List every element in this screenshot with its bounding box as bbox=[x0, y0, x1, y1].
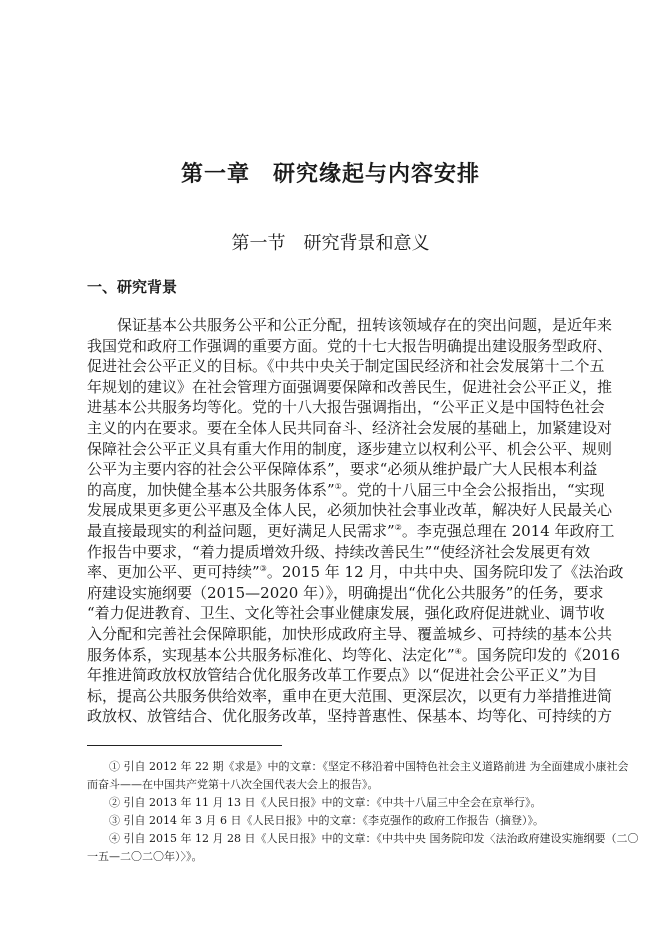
line-text: 主义的内在要求。要在全体人民共同奋斗、经济社会发展的基础上，加紧建设对 bbox=[87, 418, 613, 437]
line-text: 服务体系，实现基本公共服务标准化、均等化、法定化” bbox=[87, 645, 455, 664]
body-line bbox=[87, 624, 613, 645]
body-line bbox=[87, 686, 613, 707]
footnote-ref: ④ bbox=[454, 646, 462, 656]
line-text: 的高度，加快健全基本公共服务体系” bbox=[87, 480, 335, 499]
line-text: 发展成果更多更公平惠及全体人民，必须加快社会事业改革，解决好人民最关心 bbox=[87, 501, 613, 520]
body-line bbox=[87, 603, 605, 624]
subsection-heading: 一、研究背景 bbox=[87, 278, 178, 296]
line-text: 入分配和完善社会保障职能，加快形成政府主导、覆盖城乡、可持续的基本公共 bbox=[87, 624, 613, 643]
body-line bbox=[87, 397, 605, 418]
line-text: 进基本公共服务均等化。党的十八大报告强调指出，“公平正义是中国特色社会 bbox=[87, 398, 605, 417]
line-text: 府建设实施纲要（2015—2020 年）》，明确提出“优化公共服务”的任务，要求 bbox=[87, 583, 604, 602]
footnote-line: ③ 引自 2014 年 3 月 6 日《人民日报》中的文章：《李克强作的政府工作报告（摘登）》。 bbox=[109, 814, 544, 827]
body-line bbox=[87, 542, 591, 563]
footnote-line: 一五—二〇二〇年）〉》。 bbox=[87, 850, 203, 863]
line-text: 我国党和政府工作强调的重要方面。党的十七大报告明确提出建设服务型政府、 bbox=[87, 336, 613, 355]
body-line bbox=[87, 583, 604, 604]
line-text: 保证基本公共服务公平和公正分配，扭转该领域存在的突出问题，是近年来 bbox=[117, 316, 613, 334]
body-line bbox=[87, 336, 613, 357]
line-text: 。2015 年 12 月，中共中央、国务院印发了《法治政 bbox=[266, 563, 624, 582]
line-text: 政放权、放管结合、优化服务改革，坚持普惠性、保基本、均等化、可持续的方 bbox=[87, 707, 613, 726]
line-text: “着力促进教育、卫生、文化等社会事业健康发展，强化政府促进就业、调节收 bbox=[87, 604, 605, 623]
footnote-ref: ② bbox=[394, 522, 402, 532]
body-line bbox=[87, 562, 624, 583]
body-line bbox=[87, 645, 621, 666]
line-text: 。李克强总理在 2014 年政府工 bbox=[401, 521, 615, 540]
footnotes bbox=[87, 758, 639, 866]
line-text: 年推进简政放权放管结合优化服务改革工作要点》以“促进社会公平正义”为目 bbox=[87, 666, 598, 685]
body-line bbox=[87, 500, 613, 521]
footnote-divider bbox=[87, 745, 282, 746]
line-text: 。国务院印发的《2016 bbox=[461, 645, 621, 664]
line-text: 标，提高公共服务供给效率，重申在更大范围、更深层次，以更有力举措推进简 bbox=[87, 686, 613, 705]
footnote-ref: ③ bbox=[259, 564, 267, 574]
line-text: 作报告中要求，“着力提质增效升级、持续改善民生”“使经济社会发展更有效 bbox=[87, 542, 591, 561]
line-text: 。党的十八届三中全会公报指出，“实现 bbox=[341, 480, 605, 499]
section-title: 第一节 研究背景和意义 bbox=[231, 233, 430, 254]
footnote-line: ② 引自 2013 年 11 月 13 日《人民日报》中的文章：《中共十八届三中全会在京举行》。 bbox=[109, 796, 542, 809]
body-line bbox=[87, 480, 605, 501]
footnote-line: 而奋斗——在中国共产党第十八次全国代表大会上的报告》。 bbox=[87, 778, 379, 791]
body-line bbox=[87, 377, 613, 398]
line-text: 率、更加公平、更可持续” bbox=[87, 563, 260, 582]
body-line bbox=[87, 521, 615, 542]
line-text: 最直接最现实的利益问题，更好满足人民需求” bbox=[87, 521, 395, 540]
body-line bbox=[87, 459, 598, 480]
body-paragraph bbox=[87, 315, 624, 727]
body-line bbox=[87, 315, 613, 336]
line-text: 促进社会公平正义的目标。《中共中央关于制定国民经济和社会发展第十二个五 bbox=[87, 357, 605, 376]
line-text: 公平为主要内容的社会公平保障体系”，要求“必须从维护最广大人民根本利益 bbox=[87, 460, 598, 479]
body-line bbox=[87, 439, 613, 460]
line-text: 保障社会公平正义具有重大作用的制度，逐步建立以权利公平、机会公平、规则 bbox=[87, 439, 613, 458]
footnote-line: ① 引自 2012 年 22 期《求是》中的文章：《坚定不移沿着中国特色社会主义道路前进 为全面建成小康社会 bbox=[109, 760, 629, 773]
body-line bbox=[87, 418, 613, 439]
footnote-ref: ① bbox=[334, 481, 342, 491]
body-line bbox=[87, 706, 613, 727]
footnote-line: ④ 引自 2015 年 12 月 28 日《人民日报》中的文章：《中共中央 国务院印发〈法治政府建设实施纲要（二〇 bbox=[109, 832, 639, 845]
line-text: 年规划的建议》在社会管理方面强调要保障和改善民生，促进社会公平正义，推 bbox=[87, 377, 613, 396]
body-line bbox=[87, 356, 605, 377]
body-line bbox=[87, 665, 598, 686]
chapter-title: 第一章 研究缘起与内容安排 bbox=[180, 161, 480, 187]
